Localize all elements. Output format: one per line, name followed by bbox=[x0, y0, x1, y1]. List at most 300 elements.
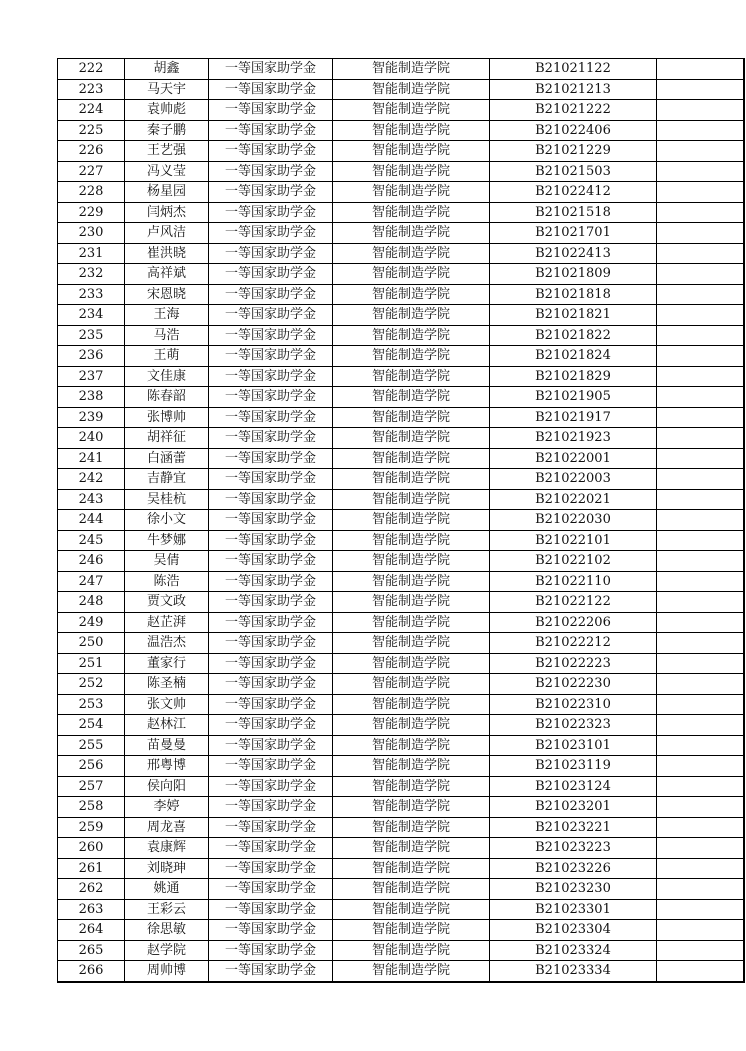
student-id-cell: B21023230 bbox=[490, 879, 657, 900]
table-row bbox=[58, 223, 744, 244]
remark-cell bbox=[657, 817, 744, 838]
student-name-cell: 高祥斌 bbox=[125, 264, 209, 285]
award-type-cell: 一等国家助学金 bbox=[209, 141, 333, 162]
table-row bbox=[58, 489, 744, 510]
row-number-cell: 242 bbox=[58, 469, 125, 490]
student-id-cell: B21021518 bbox=[490, 202, 657, 223]
award-type-cell: 一等国家助学金 bbox=[209, 284, 333, 305]
table-row bbox=[58, 633, 744, 654]
remark-cell bbox=[657, 551, 744, 572]
student-name-cell: 刘晓珅 bbox=[125, 858, 209, 879]
student-id-cell: B21021829 bbox=[490, 366, 657, 387]
college-cell: 智能制造学院 bbox=[333, 817, 490, 838]
table-row bbox=[58, 79, 744, 100]
student-id-cell: B21023301 bbox=[490, 899, 657, 920]
student-name-cell: 杨星园 bbox=[125, 182, 209, 203]
student-name-cell: 闫炳杰 bbox=[125, 202, 209, 223]
student-name-cell: 牛梦娜 bbox=[125, 530, 209, 551]
award-type-cell: 一等国家助学金 bbox=[209, 653, 333, 674]
row-number-cell: 241 bbox=[58, 448, 125, 469]
row-number-cell: 261 bbox=[58, 858, 125, 879]
row-number-cell: 250 bbox=[58, 633, 125, 654]
remark-cell bbox=[657, 735, 744, 756]
award-type-cell: 一等国家助学金 bbox=[209, 469, 333, 490]
row-number-cell: 256 bbox=[58, 756, 125, 777]
remark-cell bbox=[657, 428, 744, 449]
remark-cell bbox=[657, 489, 744, 510]
table-row bbox=[58, 817, 744, 838]
student-name-cell: 赵芷湃 bbox=[125, 612, 209, 633]
table-row bbox=[58, 264, 744, 285]
student-id-cell: B21022310 bbox=[490, 694, 657, 715]
row-number-cell: 258 bbox=[58, 797, 125, 818]
award-type-cell: 一等国家助学金 bbox=[209, 59, 333, 80]
student-name-cell: 温浩杰 bbox=[125, 633, 209, 654]
college-cell: 智能制造学院 bbox=[333, 264, 490, 285]
row-number-cell: 233 bbox=[58, 284, 125, 305]
student-id-cell: B21021213 bbox=[490, 79, 657, 100]
college-cell: 智能制造学院 bbox=[333, 346, 490, 367]
student-name-cell: 董家行 bbox=[125, 653, 209, 674]
student-name-cell: 崔洪晓 bbox=[125, 243, 209, 264]
remark-cell bbox=[657, 715, 744, 736]
row-number-cell: 263 bbox=[58, 899, 125, 920]
student-name-cell: 冯义莹 bbox=[125, 161, 209, 182]
table-row bbox=[58, 694, 744, 715]
college-cell: 智能制造学院 bbox=[333, 182, 490, 203]
student-id-cell: B21023334 bbox=[490, 961, 657, 982]
award-type-cell: 一等国家助学金 bbox=[209, 756, 333, 777]
student-aid-table bbox=[57, 58, 745, 983]
college-cell: 智能制造学院 bbox=[333, 141, 490, 162]
row-number-cell: 254 bbox=[58, 715, 125, 736]
remark-cell bbox=[657, 407, 744, 428]
award-type-cell: 一等国家助学金 bbox=[209, 407, 333, 428]
college-cell: 智能制造学院 bbox=[333, 653, 490, 674]
student-id-cell: B21022110 bbox=[490, 571, 657, 592]
college-cell: 智能制造学院 bbox=[333, 387, 490, 408]
row-number-cell: 229 bbox=[58, 202, 125, 223]
table-row bbox=[58, 182, 744, 203]
student-id-cell: B21021229 bbox=[490, 141, 657, 162]
table-row bbox=[58, 59, 744, 80]
student-id-cell: B21022102 bbox=[490, 551, 657, 572]
row-number-cell: 232 bbox=[58, 264, 125, 285]
award-type-cell: 一等国家助学金 bbox=[209, 612, 333, 633]
college-cell: 智能制造学院 bbox=[333, 510, 490, 531]
college-cell: 智能制造学院 bbox=[333, 715, 490, 736]
student-id-cell: B21022212 bbox=[490, 633, 657, 654]
student-id-cell: B21021503 bbox=[490, 161, 657, 182]
remark-cell bbox=[657, 776, 744, 797]
college-cell: 智能制造学院 bbox=[333, 735, 490, 756]
award-type-cell: 一等国家助学金 bbox=[209, 940, 333, 961]
award-type-cell: 一等国家助学金 bbox=[209, 715, 333, 736]
table-row bbox=[58, 838, 744, 859]
college-cell: 智能制造学院 bbox=[333, 858, 490, 879]
table-row bbox=[58, 592, 744, 613]
remark-cell bbox=[657, 100, 744, 121]
student-id-cell: B21021809 bbox=[490, 264, 657, 285]
row-number-cell: 228 bbox=[58, 182, 125, 203]
award-type-cell: 一等国家助学金 bbox=[209, 305, 333, 326]
row-number-cell: 234 bbox=[58, 305, 125, 326]
award-type-cell: 一等国家助学金 bbox=[209, 448, 333, 469]
college-cell: 智能制造学院 bbox=[333, 592, 490, 613]
remark-cell bbox=[657, 674, 744, 695]
college-cell: 智能制造学院 bbox=[333, 961, 490, 982]
college-cell: 智能制造学院 bbox=[333, 243, 490, 264]
table-row bbox=[58, 858, 744, 879]
student-name-cell: 赵林江 bbox=[125, 715, 209, 736]
remark-cell bbox=[657, 264, 744, 285]
student-id-cell: B21022230 bbox=[490, 674, 657, 695]
award-type-cell: 一等国家助学金 bbox=[209, 182, 333, 203]
student-id-cell: B21021701 bbox=[490, 223, 657, 244]
student-id-cell: B21021122 bbox=[490, 59, 657, 80]
student-id-cell: B21022413 bbox=[490, 243, 657, 264]
row-number-cell: 235 bbox=[58, 325, 125, 346]
table-row bbox=[58, 776, 744, 797]
student-name-cell: 陈圣楠 bbox=[125, 674, 209, 695]
college-cell: 智能制造学院 bbox=[333, 674, 490, 695]
college-cell: 智能制造学院 bbox=[333, 448, 490, 469]
table-row bbox=[58, 961, 744, 982]
award-type-cell: 一等国家助学金 bbox=[209, 858, 333, 879]
student-name-cell: 苗曼曼 bbox=[125, 735, 209, 756]
college-cell: 智能制造学院 bbox=[333, 161, 490, 182]
remark-cell bbox=[657, 243, 744, 264]
row-number-cell: 236 bbox=[58, 346, 125, 367]
row-number-cell: 225 bbox=[58, 120, 125, 141]
college-cell: 智能制造学院 bbox=[333, 284, 490, 305]
student-id-cell: B21023124 bbox=[490, 776, 657, 797]
table-row bbox=[58, 797, 744, 818]
student-name-cell: 侯向阳 bbox=[125, 776, 209, 797]
college-cell: 智能制造学院 bbox=[333, 202, 490, 223]
student-name-cell: 赵学院 bbox=[125, 940, 209, 961]
student-name-cell: 李婷 bbox=[125, 797, 209, 818]
college-cell: 智能制造学院 bbox=[333, 489, 490, 510]
college-cell: 智能制造学院 bbox=[333, 120, 490, 141]
award-type-cell: 一等国家助学金 bbox=[209, 346, 333, 367]
student-name-cell: 马浩 bbox=[125, 325, 209, 346]
row-number-cell: 243 bbox=[58, 489, 125, 510]
row-number-cell: 253 bbox=[58, 694, 125, 715]
row-number-cell: 231 bbox=[58, 243, 125, 264]
college-cell: 智能制造学院 bbox=[333, 407, 490, 428]
table-row bbox=[58, 879, 744, 900]
table-row bbox=[58, 551, 744, 572]
row-number-cell: 240 bbox=[58, 428, 125, 449]
student-name-cell: 邢粤博 bbox=[125, 756, 209, 777]
remark-cell bbox=[657, 899, 744, 920]
award-type-cell: 一等国家助学金 bbox=[209, 530, 333, 551]
remark-cell bbox=[657, 940, 744, 961]
table-row bbox=[58, 366, 744, 387]
award-type-cell: 一等国家助学金 bbox=[209, 571, 333, 592]
student-name-cell: 秦子鹏 bbox=[125, 120, 209, 141]
row-number-cell: 252 bbox=[58, 674, 125, 695]
row-number-cell: 223 bbox=[58, 79, 125, 100]
remark-cell bbox=[657, 653, 744, 674]
remark-cell bbox=[657, 325, 744, 346]
college-cell: 智能制造学院 bbox=[333, 940, 490, 961]
award-type-cell: 一等国家助学金 bbox=[209, 510, 333, 531]
remark-cell bbox=[657, 284, 744, 305]
row-number-cell: 260 bbox=[58, 838, 125, 859]
award-type-cell: 一等国家助学金 bbox=[209, 202, 333, 223]
award-type-cell: 一等国家助学金 bbox=[209, 325, 333, 346]
college-cell: 智能制造学院 bbox=[333, 551, 490, 572]
student-id-cell: B21022406 bbox=[490, 120, 657, 141]
row-number-cell: 222 bbox=[58, 59, 125, 80]
remark-cell bbox=[657, 182, 744, 203]
student-name-cell: 王彩云 bbox=[125, 899, 209, 920]
table-row bbox=[58, 407, 744, 428]
college-cell: 智能制造学院 bbox=[333, 756, 490, 777]
award-type-cell: 一等国家助学金 bbox=[209, 838, 333, 859]
award-type-cell: 一等国家助学金 bbox=[209, 633, 333, 654]
remark-cell bbox=[657, 366, 744, 387]
remark-cell bbox=[657, 79, 744, 100]
student-name-cell: 姚通 bbox=[125, 879, 209, 900]
student-id-cell: B21023324 bbox=[490, 940, 657, 961]
award-type-cell: 一等国家助学金 bbox=[209, 735, 333, 756]
student-name-cell: 张博帅 bbox=[125, 407, 209, 428]
student-id-cell: B21022003 bbox=[490, 469, 657, 490]
student-name-cell: 贾文政 bbox=[125, 592, 209, 613]
award-type-cell: 一等国家助学金 bbox=[209, 674, 333, 695]
student-name-cell: 卢风洁 bbox=[125, 223, 209, 244]
student-name-cell: 王艺强 bbox=[125, 141, 209, 162]
student-id-cell: B21022101 bbox=[490, 530, 657, 551]
remark-cell bbox=[657, 797, 744, 818]
award-type-cell: 一等国家助学金 bbox=[209, 592, 333, 613]
student-id-cell: B21023223 bbox=[490, 838, 657, 859]
award-type-cell: 一等国家助学金 bbox=[209, 79, 333, 100]
student-name-cell: 周帅博 bbox=[125, 961, 209, 982]
college-cell: 智能制造学院 bbox=[333, 797, 490, 818]
remark-cell bbox=[657, 346, 744, 367]
remark-cell bbox=[657, 612, 744, 633]
row-number-cell: 239 bbox=[58, 407, 125, 428]
award-type-cell: 一等国家助学金 bbox=[209, 366, 333, 387]
student-id-cell: B21022122 bbox=[490, 592, 657, 613]
student-name-cell: 王海 bbox=[125, 305, 209, 326]
remark-cell bbox=[657, 838, 744, 859]
student-id-cell: B21022323 bbox=[490, 715, 657, 736]
table-row bbox=[58, 653, 744, 674]
table-row bbox=[58, 284, 744, 305]
remark-cell bbox=[657, 920, 744, 941]
college-cell: 智能制造学院 bbox=[333, 612, 490, 633]
table-row bbox=[58, 305, 744, 326]
college-cell: 智能制造学院 bbox=[333, 79, 490, 100]
remark-cell bbox=[657, 141, 744, 162]
table-row bbox=[58, 735, 744, 756]
student-id-cell: B21021821 bbox=[490, 305, 657, 326]
row-number-cell: 251 bbox=[58, 653, 125, 674]
college-cell: 智能制造学院 bbox=[333, 571, 490, 592]
row-number-cell: 264 bbox=[58, 920, 125, 941]
table-row bbox=[58, 161, 744, 182]
student-name-cell: 吴倩 bbox=[125, 551, 209, 572]
table-row bbox=[58, 899, 744, 920]
award-type-cell: 一等国家助学金 bbox=[209, 961, 333, 982]
college-cell: 智能制造学院 bbox=[333, 776, 490, 797]
row-number-cell: 257 bbox=[58, 776, 125, 797]
college-cell: 智能制造学院 bbox=[333, 59, 490, 80]
student-id-cell: B21023119 bbox=[490, 756, 657, 777]
student-id-cell: B21021818 bbox=[490, 284, 657, 305]
table-row bbox=[58, 448, 744, 469]
college-cell: 智能制造学院 bbox=[333, 879, 490, 900]
table-row bbox=[58, 510, 744, 531]
student-id-cell: B21021905 bbox=[490, 387, 657, 408]
remark-cell bbox=[657, 879, 744, 900]
award-type-cell: 一等国家助学金 bbox=[209, 428, 333, 449]
student-id-cell: B21022001 bbox=[490, 448, 657, 469]
student-id-cell: B21021917 bbox=[490, 407, 657, 428]
table-row bbox=[58, 325, 744, 346]
student-id-cell: B21022412 bbox=[490, 182, 657, 203]
remark-cell bbox=[657, 633, 744, 654]
row-number-cell: 226 bbox=[58, 141, 125, 162]
student-id-cell: B21021824 bbox=[490, 346, 657, 367]
remark-cell bbox=[657, 510, 744, 531]
award-type-cell: 一等国家助学金 bbox=[209, 694, 333, 715]
row-number-cell: 246 bbox=[58, 551, 125, 572]
row-number-cell: 230 bbox=[58, 223, 125, 244]
award-type-cell: 一等国家助学金 bbox=[209, 120, 333, 141]
college-cell: 智能制造学院 bbox=[333, 223, 490, 244]
award-type-cell: 一等国家助学金 bbox=[209, 100, 333, 121]
student-name-cell: 徐思敏 bbox=[125, 920, 209, 941]
student-name-cell: 陈春韶 bbox=[125, 387, 209, 408]
row-number-cell: 245 bbox=[58, 530, 125, 551]
student-name-cell: 徐小文 bbox=[125, 510, 209, 531]
remark-cell bbox=[657, 961, 744, 982]
college-cell: 智能制造学院 bbox=[333, 530, 490, 551]
college-cell: 智能制造学院 bbox=[333, 469, 490, 490]
remark-cell bbox=[657, 530, 744, 551]
table-row bbox=[58, 571, 744, 592]
row-number-cell: 238 bbox=[58, 387, 125, 408]
student-name-cell: 文佳康 bbox=[125, 366, 209, 387]
row-number-cell: 237 bbox=[58, 366, 125, 387]
remark-cell bbox=[657, 202, 744, 223]
college-cell: 智能制造学院 bbox=[333, 428, 490, 449]
remark-cell bbox=[657, 448, 744, 469]
row-number-cell: 249 bbox=[58, 612, 125, 633]
award-type-cell: 一等国家助学金 bbox=[209, 387, 333, 408]
student-name-cell: 胡祥征 bbox=[125, 428, 209, 449]
student-name-cell: 袁帅彪 bbox=[125, 100, 209, 121]
student-name-cell: 吉静宜 bbox=[125, 469, 209, 490]
student-id-cell: B21021222 bbox=[490, 100, 657, 121]
remark-cell bbox=[657, 223, 744, 244]
row-number-cell: 244 bbox=[58, 510, 125, 531]
remark-cell bbox=[657, 120, 744, 141]
table-row bbox=[58, 530, 744, 551]
award-type-cell: 一等国家助学金 bbox=[209, 551, 333, 572]
table-row bbox=[58, 100, 744, 121]
student-name-cell: 周龙喜 bbox=[125, 817, 209, 838]
college-cell: 智能制造学院 bbox=[333, 920, 490, 941]
student-name-cell: 张文帅 bbox=[125, 694, 209, 715]
student-id-cell: B21022223 bbox=[490, 653, 657, 674]
student-name-cell: 陈浩 bbox=[125, 571, 209, 592]
table-row bbox=[58, 715, 744, 736]
remark-cell bbox=[657, 592, 744, 613]
table-body bbox=[58, 59, 744, 982]
remark-cell bbox=[657, 387, 744, 408]
table-row bbox=[58, 120, 744, 141]
student-name-cell: 马天宇 bbox=[125, 79, 209, 100]
table-row bbox=[58, 346, 744, 367]
student-name-cell: 胡鑫 bbox=[125, 59, 209, 80]
remark-cell bbox=[657, 756, 744, 777]
student-name-cell: 袁康辉 bbox=[125, 838, 209, 859]
table-row bbox=[58, 756, 744, 777]
student-name-cell: 宋恩晓 bbox=[125, 284, 209, 305]
row-number-cell: 224 bbox=[58, 100, 125, 121]
student-name-cell: 白涵蕾 bbox=[125, 448, 209, 469]
row-number-cell: 259 bbox=[58, 817, 125, 838]
student-id-cell: B21021923 bbox=[490, 428, 657, 449]
college-cell: 智能制造学院 bbox=[333, 305, 490, 326]
college-cell: 智能制造学院 bbox=[333, 100, 490, 121]
college-cell: 智能制造学院 bbox=[333, 366, 490, 387]
row-number-cell: 227 bbox=[58, 161, 125, 182]
table-row bbox=[58, 243, 744, 264]
table-row bbox=[58, 612, 744, 633]
student-id-cell: B21021822 bbox=[490, 325, 657, 346]
table-row bbox=[58, 674, 744, 695]
table-row bbox=[58, 141, 744, 162]
award-type-cell: 一等国家助学金 bbox=[209, 776, 333, 797]
student-id-cell: B21022206 bbox=[490, 612, 657, 633]
student-name-cell: 吴桂杭 bbox=[125, 489, 209, 510]
table-row bbox=[58, 940, 744, 961]
remark-cell bbox=[657, 305, 744, 326]
row-number-cell: 262 bbox=[58, 879, 125, 900]
table-row bbox=[58, 469, 744, 490]
award-type-cell: 一等国家助学金 bbox=[209, 879, 333, 900]
student-id-cell: B21023201 bbox=[490, 797, 657, 818]
student-id-cell: B21022030 bbox=[490, 510, 657, 531]
college-cell: 智能制造学院 bbox=[333, 694, 490, 715]
award-type-cell: 一等国家助学金 bbox=[209, 161, 333, 182]
student-id-cell: B21022021 bbox=[490, 489, 657, 510]
row-number-cell: 265 bbox=[58, 940, 125, 961]
college-cell: 智能制造学院 bbox=[333, 325, 490, 346]
student-name-cell: 王萌 bbox=[125, 346, 209, 367]
award-type-cell: 一等国家助学金 bbox=[209, 264, 333, 285]
award-type-cell: 一等国家助学金 bbox=[209, 243, 333, 264]
table-row bbox=[58, 920, 744, 941]
table-row bbox=[58, 202, 744, 223]
student-id-cell: B21023221 bbox=[490, 817, 657, 838]
remark-cell bbox=[657, 694, 744, 715]
award-type-cell: 一等国家助学金 bbox=[209, 899, 333, 920]
college-cell: 智能制造学院 bbox=[333, 899, 490, 920]
award-type-cell: 一等国家助学金 bbox=[209, 223, 333, 244]
remark-cell bbox=[657, 571, 744, 592]
student-id-cell: B21023101 bbox=[490, 735, 657, 756]
college-cell: 智能制造学院 bbox=[333, 838, 490, 859]
